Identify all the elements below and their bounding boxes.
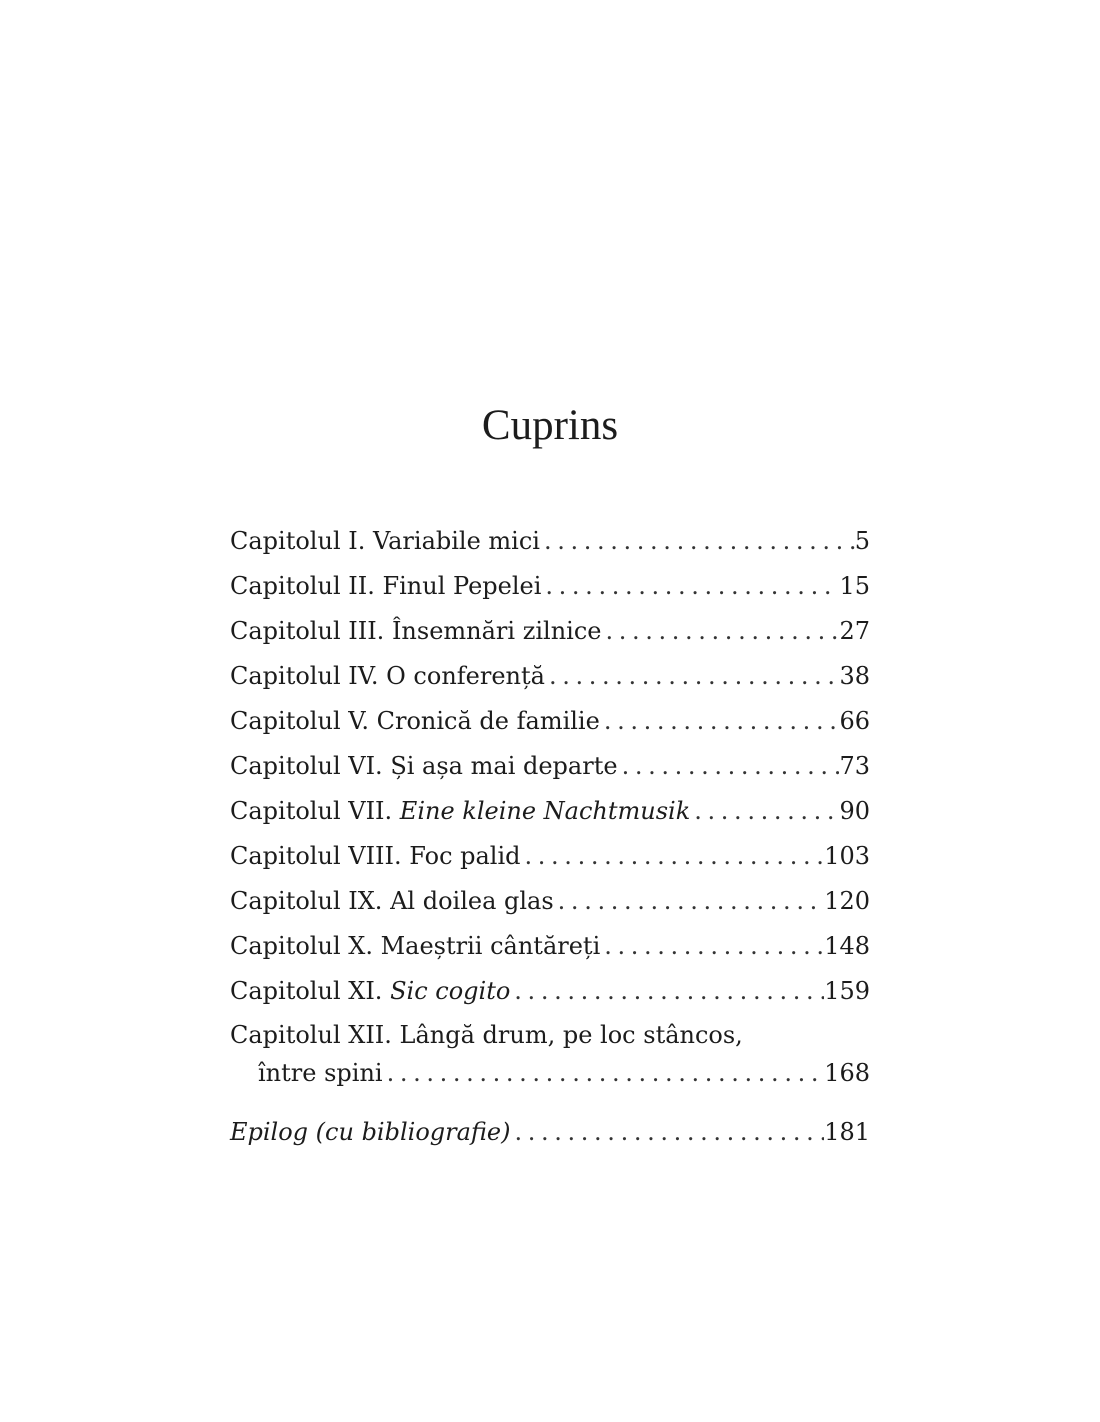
dot-leader <box>540 519 855 564</box>
toc-entry-epilog[interactable] <box>230 1110 870 1155</box>
dot-leader <box>600 699 840 744</box>
toc-entry-chapter-9[interactable] <box>230 879 870 924</box>
toc-entry-page: 90 <box>839 797 870 825</box>
toc-entry-chapter-12[interactable] <box>230 1016 870 1092</box>
dot-leader <box>618 744 840 789</box>
toc-entry-label: Capitolul V. Cronică de familie <box>230 707 600 735</box>
toc-entry-label <box>230 969 510 1014</box>
toc-entry-chapter-2[interactable] <box>230 564 870 609</box>
toc-entry-page: 181 <box>824 1118 870 1146</box>
toc-entry-label-italic: Sic cogito <box>390 977 511 1005</box>
toc-entry-label <box>230 789 690 834</box>
dot-leader <box>521 834 825 879</box>
toc-entry-page: 159 <box>824 977 870 1005</box>
toc-entry-chapter-4[interactable] <box>230 654 870 699</box>
toc-entry-label: Capitolul VIII. Foc palid <box>230 842 521 870</box>
toc-entry-page: 168 <box>824 1059 870 1087</box>
toc-entry-page: 66 <box>839 707 870 735</box>
toc-entry-chapter-11[interactable] <box>230 969 870 1014</box>
toc-entry-label: Capitolul VI. Și așa mai departe <box>230 752 618 780</box>
toc-entry-chapter-6[interactable] <box>230 744 870 789</box>
dot-leader <box>690 789 839 834</box>
toc-entry-chapter-5[interactable] <box>230 699 870 744</box>
toc-entry-page: 27 <box>839 617 870 645</box>
page-title: Cuprins <box>481 402 619 449</box>
dot-leader <box>511 1110 825 1155</box>
toc-entry-label: Capitolul III. Însemnări zilnice <box>230 617 602 645</box>
table-of-contents <box>230 519 870 1155</box>
toc-entry-page: 73 <box>839 752 870 780</box>
dot-leader <box>554 879 825 924</box>
toc-entry-label-line1: Capitolul XII. Lângă drum, pe loc stâncos, <box>230 1021 743 1049</box>
dot-leader <box>545 654 840 699</box>
toc-entry-chapter-8[interactable] <box>230 834 870 879</box>
toc-entry-page: 15 <box>839 572 870 600</box>
toc-entry-label: Capitolul I. Variabile mici <box>230 527 540 555</box>
toc-entry-page: 38 <box>839 662 870 690</box>
dot-leader <box>601 609 839 654</box>
toc-entry-chapter-3[interactable] <box>230 609 870 654</box>
dot-leader <box>600 924 824 969</box>
toc-entry-chapter-1[interactable] <box>230 519 870 564</box>
toc-entry-label: Epilog (cu bibliografie) <box>230 1118 511 1146</box>
toc-entry-chapter-7[interactable] <box>230 789 870 834</box>
dot-leader <box>383 1054 825 1092</box>
toc-entry-label: Capitolul II. Finul Pepelei <box>230 572 542 600</box>
toc-entry-label-roman: Capitolul XI. <box>230 977 391 1005</box>
dot-leader <box>541 564 839 609</box>
toc-entry-second-line <box>230 1054 870 1092</box>
toc-entry-label: Capitolul IX. Al doilea glas <box>230 887 554 915</box>
toc-entry-label-roman: Capitolul VII. <box>230 797 400 825</box>
toc-entry-label-italic: Eine kleine Nachtmusik <box>399 797 691 825</box>
toc-entry-page: 148 <box>824 932 870 960</box>
toc-entry-label: Capitolul IV. O conferență <box>230 662 545 690</box>
toc-entry-chapter-10[interactable] <box>230 924 870 969</box>
toc-entry-page: 5 <box>854 527 870 555</box>
toc-entry-page: 120 <box>824 887 870 915</box>
toc-entry-page: 103 <box>824 842 870 870</box>
dot-leader <box>510 969 824 1014</box>
toc-entry-label: Capitolul X. Maeștrii cântăreți <box>230 932 601 960</box>
toc-entry-label-line2: între spini <box>258 1059 383 1087</box>
